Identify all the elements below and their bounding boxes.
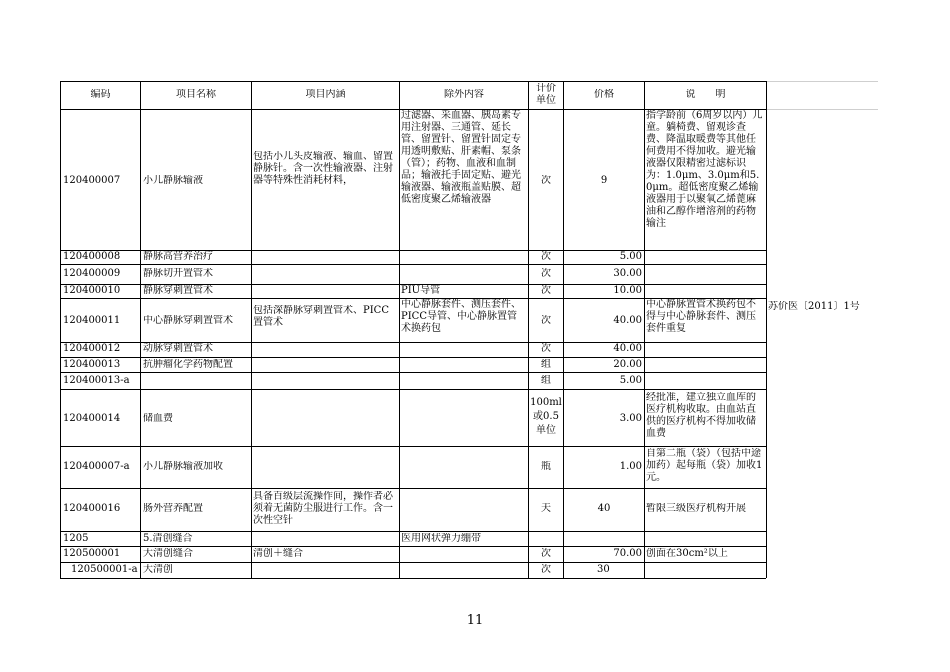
table-row-name: 小儿静脉输液加收 [143,461,223,472]
table-row-excluded: PIU导管 [401,285,441,296]
table-row-name: 小儿静脉输液 [143,175,203,186]
table-row-code: 120400008 [63,251,121,262]
gridline [766,109,878,110]
table-row-code: 120400007-a [63,461,130,472]
table-row-code: 120400013 [63,359,121,370]
col-line [140,81,141,578]
table-row-unit: 100ml 或0.5 单位 [530,397,562,436]
table-row-content: 包括小儿头皮输液、输血、留置静脉针。含一次性输液器、注射器等特殊性消耗材料， [253,151,393,186]
table-row-unit: 次 [541,285,551,296]
table-row-note: 中心静脉置管术换药包不得与中心静脉套件、测压套件重复 [646,299,756,334]
table-row-price: 3.00 [619,413,642,424]
col-line [766,81,767,578]
col-line [60,81,61,578]
table-border-bottom [60,578,766,579]
table-row-excluded: 过滤器、采血器、胰岛素专用注射器、三通管、延长管、留置针、留置针固定专用透明敷贴、肝素帽、泵条（管）；药物、血液和血制品；输液托手固定贴、避光输液器、输液瓶盖贴膜、超低密度聚乙烯输液器 [401,110,521,205]
table-row-name: 静脉高营养治疗 [143,251,213,262]
header-excluded: 除外内容 [444,89,484,100]
table-row-price: 1.00 [619,461,642,472]
table-row-price: 20.00 [613,359,642,370]
row-line [60,389,766,390]
table-row-price: 40 [597,503,611,514]
table-row-note: 经批准，建立独立血库的医疗机构收取。由血站直供的医疗机构不得加收储血费 [646,392,756,439]
table-row-code: 120400011 [63,315,121,326]
table-row-unit: 组 [541,359,551,370]
table-row-price: 5.00 [619,375,642,386]
table-row-code: 120400009 [63,268,121,279]
table-row-name: 5.清创缝合 [143,533,193,544]
table-row-unit: 次 [541,268,551,279]
table-row-unit: 次 [541,251,551,262]
table-row-name: 中心静脉穿刺置管术 [143,315,233,326]
row-line [60,446,766,447]
table-row-price: 30 [597,564,610,575]
table-row-code: 120500001-a [71,564,138,575]
table-row-name: 动脉穿刺置管术 [143,343,213,354]
table-row-name: 大清创缝合 [143,548,193,559]
table-row-unit: 次 [541,175,551,186]
table-row-unit: 次 [541,343,551,354]
col-line [251,81,252,578]
table-row-excluded: 医用网状弹力绷带 [401,533,481,544]
table-row-reference: 苏价医〔2011〕1号 [768,301,860,312]
table-row-code: 120400010 [63,285,121,296]
table-row-code: 120400014 [63,413,121,424]
page-number: 11 [466,613,484,628]
table-row-content: 清创＋缝合 [253,548,303,559]
table-row-name: 静脉切开置管术 [143,268,213,279]
table-row-price: 10.00 [613,285,642,296]
table-row-price: 5.00 [619,251,642,262]
header-note: 说 明 [685,89,726,100]
table-row-name: 肠外营养配置 [143,503,203,514]
table-row-name: 储血费 [143,413,173,424]
table-row-unit: 次 [541,315,551,326]
table-row-content: 具备百级层流操作间，操作者必须着无菌防尘服进行工作。含一次性空针 [253,491,393,526]
table-row-name: 抗肿瘤化学药物配置 [143,359,233,370]
col-line [399,81,400,578]
table-row-price: 70.00 [613,548,642,559]
table-row-name: 大清创 [143,564,173,575]
row-line [60,531,766,532]
row-line [60,357,766,358]
table-row-code: 1205 [63,533,89,544]
table-row-price: 30.00 [613,268,642,279]
table-row-note: 暂限三级医疗机构开展 [646,503,746,514]
table-row-note: 指学龄前（6周岁以内）儿童。躺椅费、留观诊查费、降温取暖费等其他任何费用不得加收。避光输液器仅限精密过滤标识为：1.0μm、3.0μm和5.0μm。超低密度聚乙烯输液器用于以聚氧乙烯蓖麻油和乙醇作增溶剂的药物输注 [646,110,763,229]
table-row-code: 120400016 [63,503,121,514]
header-code: 编码 [90,89,111,100]
table-border-top [60,81,766,82]
header-content: 项目内涵 [305,89,346,100]
table-row-code: 120400007 [63,175,121,186]
table-row-unit: 天 [541,503,551,514]
table-row-code: 120500001 [63,548,121,559]
header-price: 价格 [594,89,614,100]
table-row-note: 自第二瓶（袋）（包括中途加药）起每瓶（袋）加收1元。 [646,448,763,483]
table-row-unit: 组 [541,375,551,386]
row-line [60,264,766,265]
header-unit: 计价 单位 [536,83,556,106]
table-row-unit: 次 [541,564,551,575]
table-row-price: 9 [600,175,608,186]
gridline [766,81,878,82]
table-row-content: 包括深静脉穿刺置管术、PICC置管术 [253,305,389,328]
col-line [644,81,645,578]
table-row-code: 120400012 [63,343,121,354]
table-row-code: 120400013-a [63,375,130,386]
row-line [60,372,766,373]
row-line [60,546,766,547]
table-row-unit: 瓶 [541,461,551,472]
table-row-unit: 次 [541,548,551,559]
table-row-price: 40.00 [613,343,642,354]
header-name: 项目名称 [176,89,216,100]
table-row-name: 静脉穿刺置管术 [143,285,213,296]
row-line [60,562,766,563]
row-line [60,488,766,489]
table-row-note: 创面在30cm²以上 [646,548,728,559]
table-row-excluded: 中心静脉套件、测压套件、PICC导管、中心静脉置管术换药包 [401,299,521,334]
table-row-price: 40.00 [613,315,642,326]
